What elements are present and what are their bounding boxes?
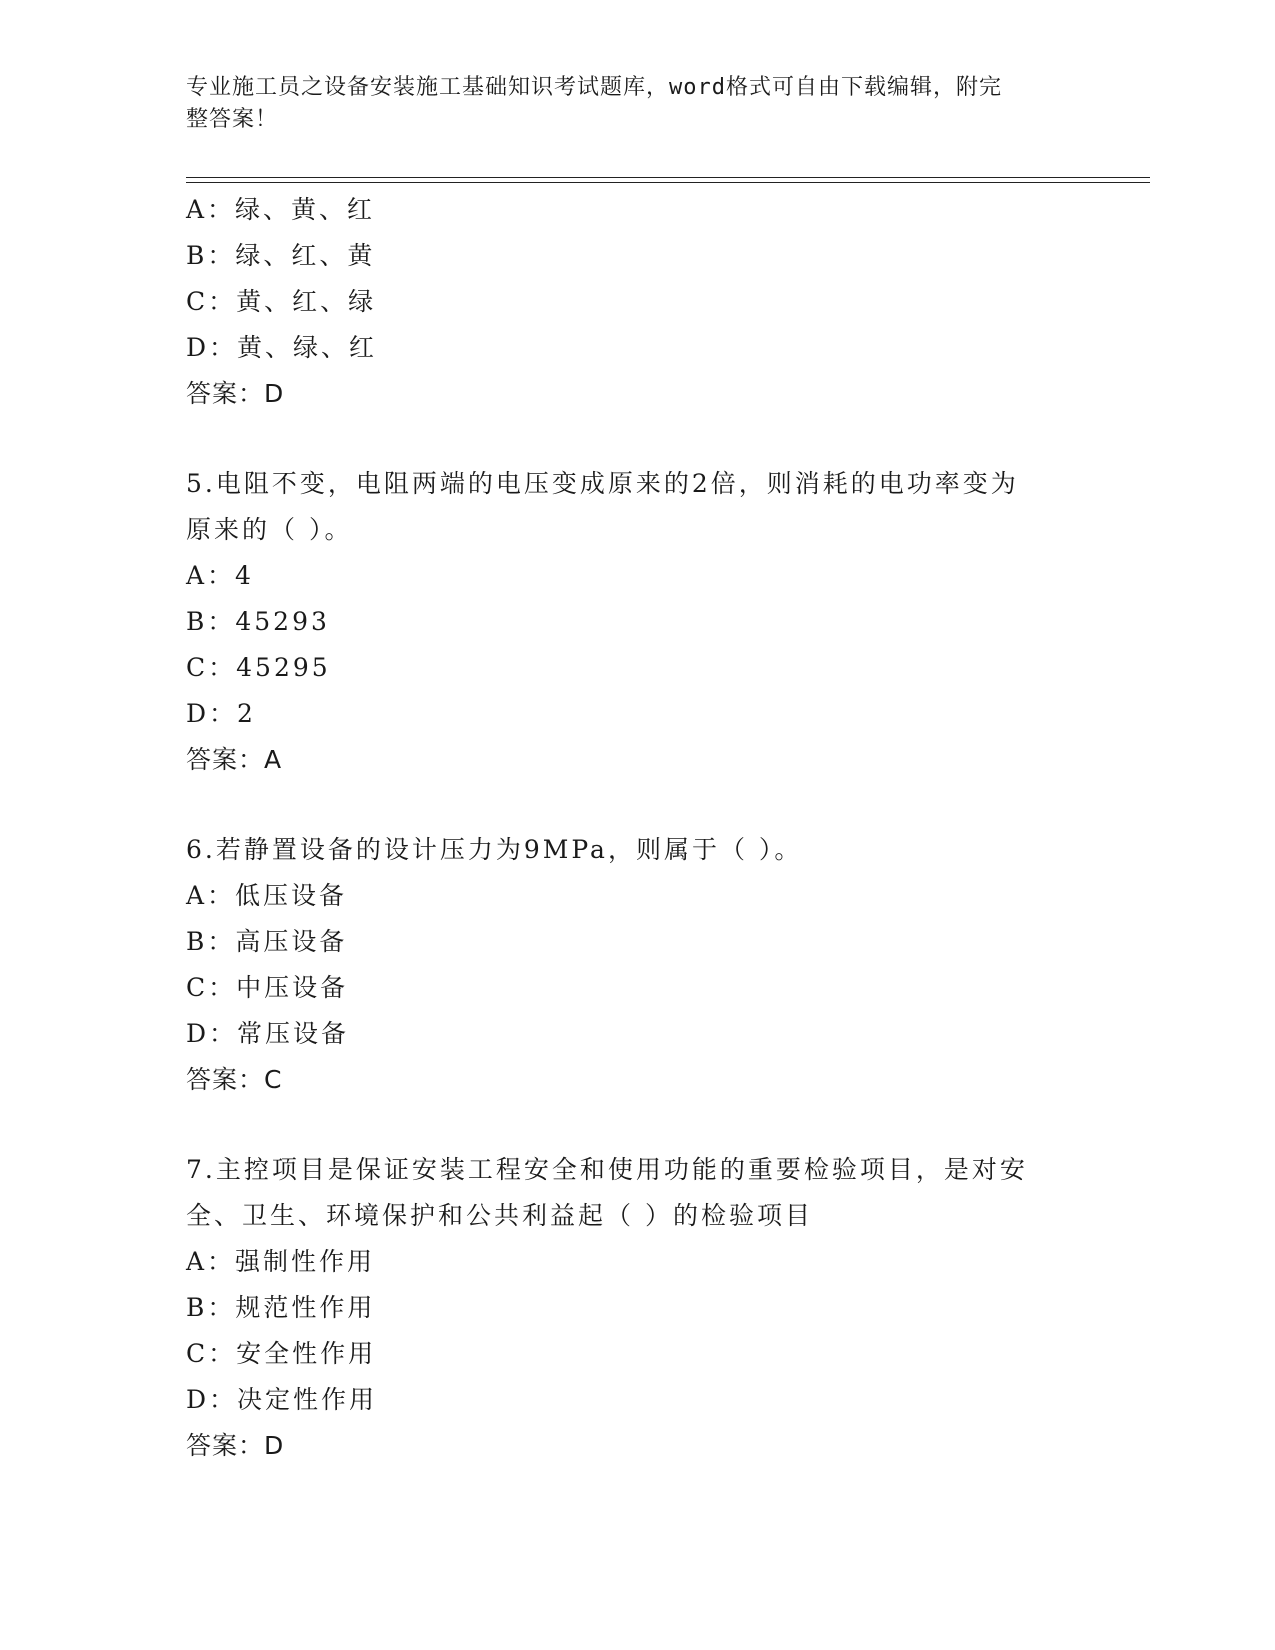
answer-line: 答案：D — [186, 1431, 285, 1460]
question-title-line-1: 5.电阻不变，电阻两端的电压变成原来的2倍，则消耗的电功率变为 — [186, 469, 1019, 498]
option-d: D：常压设备 — [186, 1019, 350, 1048]
option-b: B：45293 — [186, 607, 330, 636]
option-d: D：决定性作用 — [186, 1385, 378, 1414]
question-block-4 — [186, 187, 1086, 417]
option-b: B：规范性作用 — [186, 1293, 376, 1322]
header-divider-top — [186, 177, 1150, 178]
question-title-line-2: 原来的（ ）。 — [186, 515, 353, 544]
option-d: D：2 — [186, 699, 256, 728]
option-c: C：安全性作用 — [186, 1339, 377, 1368]
option-b: B：绿、红、黄 — [186, 241, 376, 270]
question-title-line-2: 全、卫生、环境保护和公共利益起（ ）的检验项目 — [186, 1201, 813, 1230]
question-list — [186, 187, 1086, 1469]
answer-line: 答案：C — [186, 1065, 283, 1094]
answer-line: 答案：D — [186, 379, 285, 408]
header-divider-bottom — [186, 182, 1150, 183]
option-d: D：黄、绿、红 — [186, 333, 378, 362]
option-a: A：4 — [186, 561, 254, 590]
spacer — [186, 417, 1086, 461]
question-title-line-1: 7.主控项目是保证安装工程安全和使用功能的重要检验项目，是对安 — [186, 1155, 1028, 1184]
question-title-line-1: 6.若静置设备的设计压力为9MPa，则属于（ ）。 — [186, 835, 803, 864]
option-b: B：高压设备 — [186, 927, 348, 956]
question-block-7 — [186, 1147, 1086, 1469]
spacer — [186, 783, 1086, 827]
answer-line: 答案：A — [186, 745, 283, 774]
header-line-1: 专业施工员之设备安装施工基础知识考试题库，word格式可自由下载编辑，附完 — [186, 75, 1002, 100]
header-line-2: 整答案！ — [186, 107, 279, 132]
option-a: A：绿、黄、红 — [186, 195, 376, 224]
option-c: C：45295 — [186, 653, 331, 682]
question-block-6 — [186, 827, 1086, 1103]
question-block-5 — [186, 461, 1086, 783]
document-header — [186, 72, 1086, 136]
option-a: A：低压设备 — [186, 881, 348, 910]
option-a: A：强制性作用 — [186, 1247, 376, 1276]
option-c: C：黄、红、绿 — [186, 287, 377, 316]
spacer — [186, 1103, 1086, 1147]
option-c: C：中压设备 — [186, 973, 349, 1002]
